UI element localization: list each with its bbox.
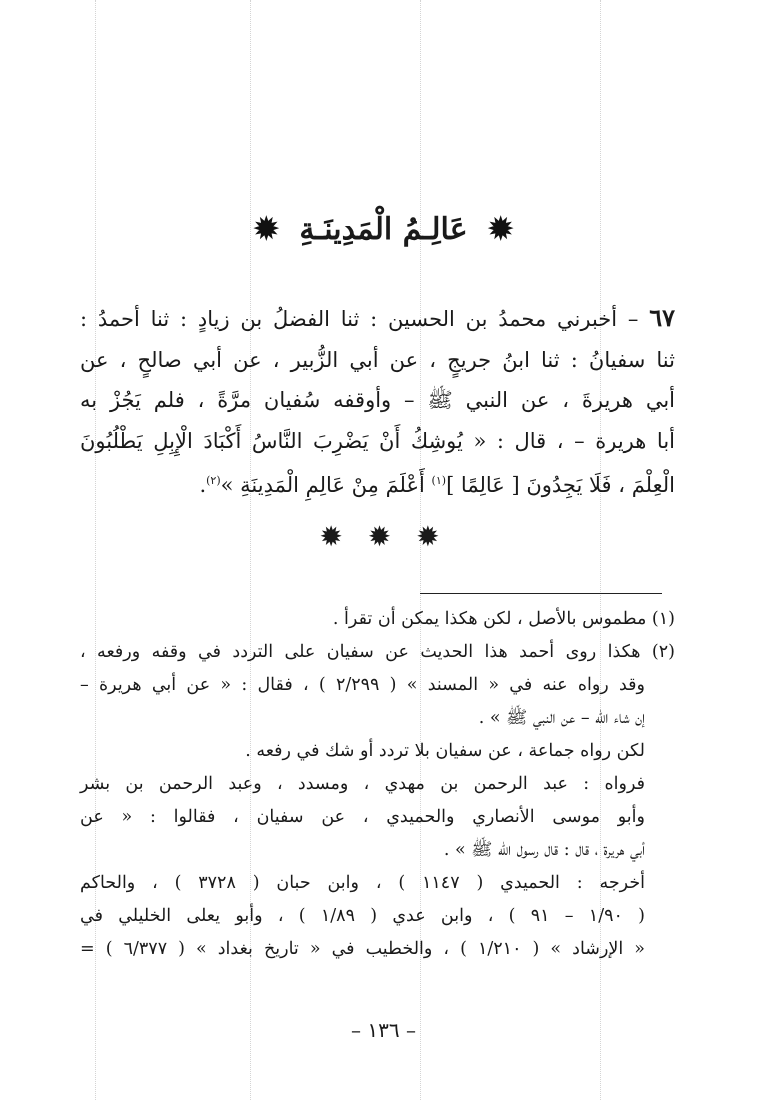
footnote-ref: (١) <box>431 474 447 487</box>
section-title-text: عَالِـمُ الْمَدِينَـةِ <box>299 212 468 247</box>
star-ornament-icon: ✹ <box>253 212 279 247</box>
footnote-line: إن شاء الله – عن النبي ﷺ » . <box>478 708 645 728</box>
hadith-number: ٦٧ <box>649 303 675 332</box>
hadith-line: ثنا سفيانُ : ثنا ابنُ جريجٍ ، عن أبي الزُّبير ، عن أبي صالحٍ ، عن <box>80 347 675 372</box>
footnotes <box>80 603 675 966</box>
hadith-line: أبي هريرةَ ، عن النبي ﷺ – وأوقفه سُفيان مرَّةً ، فلم يَجُزْ به <box>80 388 675 412</box>
footnote-line: أخرجه : الحميدي ( ١١٤٧ ) ، وابن حبان ( ٣٧٢٨ ) ، والحاكم <box>80 873 645 893</box>
footnote-line: (٢) هكذا روى أحمد هذا الحديث عن سفيان على التردد في وقفه ورفعه ، <box>80 642 675 662</box>
hadith-line-text: الْعِلْمَ ، فَلَا يَجِدُونَ [ عَالِمًا ] <box>446 473 675 497</box>
hadith-line: أبا هريرة – ، قال : « يُوشِكُ أَنْ يَضْرِبَ النَّاسُ أَكْبَادَ الْإِبِلِ يَطْلُبُونَ <box>80 428 675 453</box>
section-title <box>0 205 767 255</box>
footnote-line: وقد رواه عنه في « المسند » ( ٢/٢٩٩ ) ، فقال : « عن أبي هريرة – <box>80 675 645 695</box>
star-ornament-icon: ✹ <box>488 212 514 247</box>
hadith-line-text: أَعْلَمَ مِنْ عَالِمِ الْمَدِينَةِ » <box>220 473 425 497</box>
hadith-text <box>80 298 675 506</box>
footnote-line: أبي هريرة ، قال : قال رسول الله ﷺ » . <box>443 840 645 860</box>
footnote-line: لكن رواه جماعة ، عن سفيان بلا تردد أو شك في رفعه . <box>245 741 645 761</box>
footnote-ref: (٢) <box>206 474 221 487</box>
hadith-line: الْعِلْمَ ، فَلَا يَجِدُونَ [ عَالِمًا ]$^{(١)}$ أَعْلَمَ مِنْ عَالِمِ الْمَدِينَةِ »$^{(٢)}$. <box>199 473 675 497</box>
footnote-line: « الإرشاد » ( ١/٢١٠ ) ، والخطيب في « تاريخ بغداد » ( ٦/٣٧٧ ) = <box>80 939 645 959</box>
footnote-divider <box>420 593 662 594</box>
footnote-line: فرواه : عبد الرحمن بن مهدي ، ومسدد ، وعبد الرحمن بن بشر <box>80 774 645 794</box>
footnote-line: وأبو موسى الأنصاري والحميدي ، عن سفيان ، فقالوا : « عن <box>80 807 645 827</box>
footnote-line: (١) مطموس بالأصل ، لكن هكذا يمكن أن تقرأ . <box>332 609 675 629</box>
separator-stars-icon: ✹ ✹ ✹ <box>319 520 448 553</box>
hadith-line-text: – أخبرني محمدُ بن الحسين : ثنا الفضلُ بن زيادٍ : ثنا أحمدُ : <box>80 307 639 331</box>
hadith-line <box>80 298 675 340</box>
footnote-line: ( ١/٩٠ – ٩١ ) ، وابن عدي ( ١/٨٩ ) ، وأبو يعلى الخليلي في <box>80 906 645 926</box>
page-number: – ١٣٦ – <box>351 1018 416 1042</box>
